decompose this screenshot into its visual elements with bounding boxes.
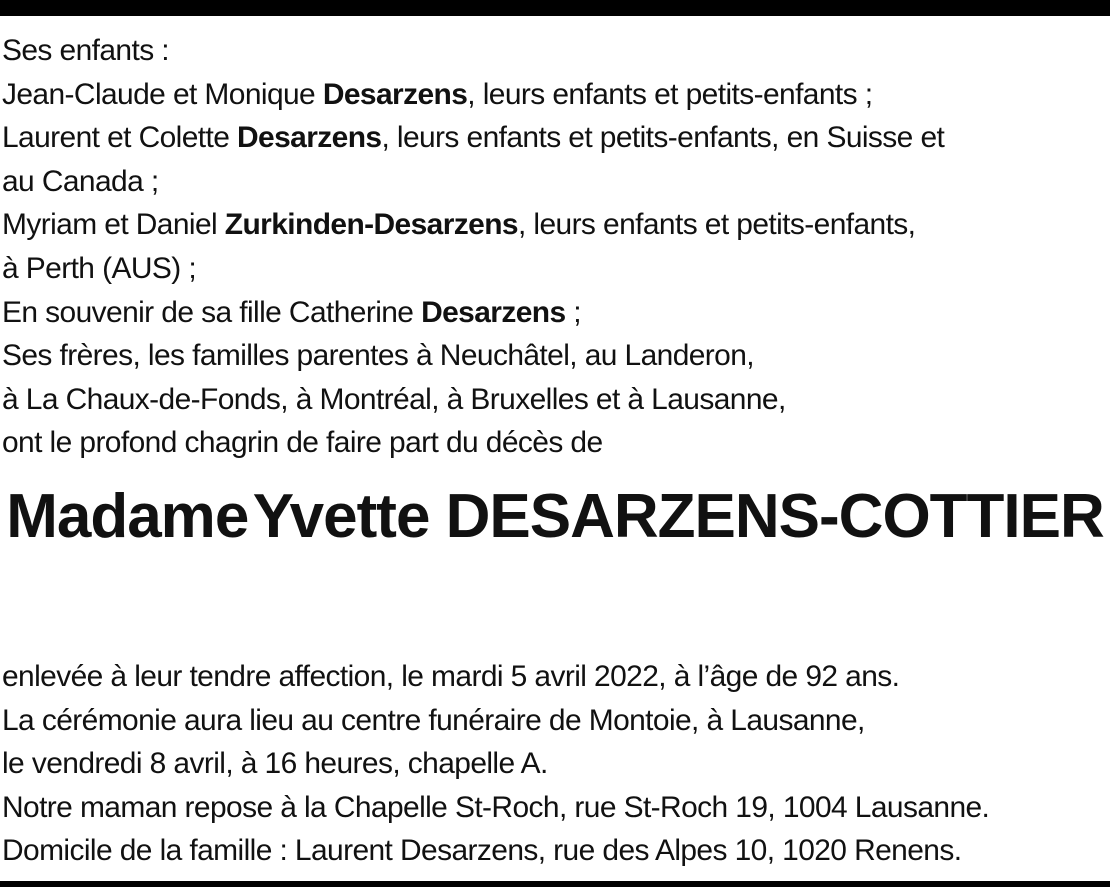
ceremony-details (2, 655, 1108, 873)
bottom-border-rule (0, 881, 1110, 887)
intro-line (2, 334, 1106, 378)
intro-line (2, 29, 1106, 73)
text-run: à Perth (AUS) ; (2, 251, 197, 285)
family-name: Desarzens (237, 121, 382, 155)
text-run: ; (565, 295, 581, 329)
family-name: Desarzens (421, 295, 566, 329)
detail-line: le vendredi 8 avril, à 16 heures, chapelle A. (2, 747, 548, 781)
intro-line (2, 291, 1106, 335)
text-run: Ses enfants : (2, 34, 170, 67)
family-announcement (2, 29, 1108, 465)
intro-line (2, 73, 1106, 117)
intro-line (2, 378, 1106, 422)
family-name: Zurkinden-Desarzens (224, 208, 518, 242)
detail-line: enlevée à leur tendre affection, le mardi 5 avril 2022, à l’âge de 92 ans. (2, 660, 900, 693)
deceased-title: Madame (6, 482, 249, 551)
text-run: Myriam et Daniel (2, 208, 225, 242)
text-run: Laurent et Colette (2, 121, 238, 155)
text-run: Jean-Claude et Monique (2, 77, 323, 111)
intro-line (2, 203, 1106, 247)
text-run: Ses frères, les familles parentes à Neuchâtel, au Landeron, (2, 339, 755, 373)
text-run: En souvenir de sa fille Catherine (2, 295, 422, 329)
intro-line (2, 160, 1106, 204)
detail-line: Domicile de la famille : Laurent Desarzens, rue des Alpes 10, 1020 Renens. (2, 834, 962, 868)
text-run: ont le profond chagrin de faire part du décès de (2, 426, 603, 460)
detail-line: La cérémonie aura lieu au centre funéraire de Montoie, à Lausanne, (2, 703, 865, 737)
deceased-name: Yvette DESARZENS-COTTIER (252, 482, 1104, 551)
intro-line (2, 421, 1106, 465)
text-run: , leurs enfants et petits-enfants ; (467, 77, 873, 111)
intro-line (2, 247, 1106, 291)
text-run: au Canada ; (2, 164, 159, 198)
intro-line (2, 116, 1106, 160)
text-run: , leurs enfants et petits-enfants, en Suisse et (381, 121, 945, 155)
family-name: Desarzens (322, 77, 468, 111)
text-run: à La Chaux-de-Fonds, à Montréal, à Bruxelles et à Lausanne, (2, 382, 786, 416)
text-run: , leurs enfants et petits-enfants, (517, 208, 916, 242)
deceased-heading (0, 476, 1110, 558)
top-border-rule (0, 0, 1110, 16)
detail-line: Notre maman repose à la Chapelle St-Roch, rue St-Roch 19, 1004 Lausanne. (2, 790, 990, 824)
